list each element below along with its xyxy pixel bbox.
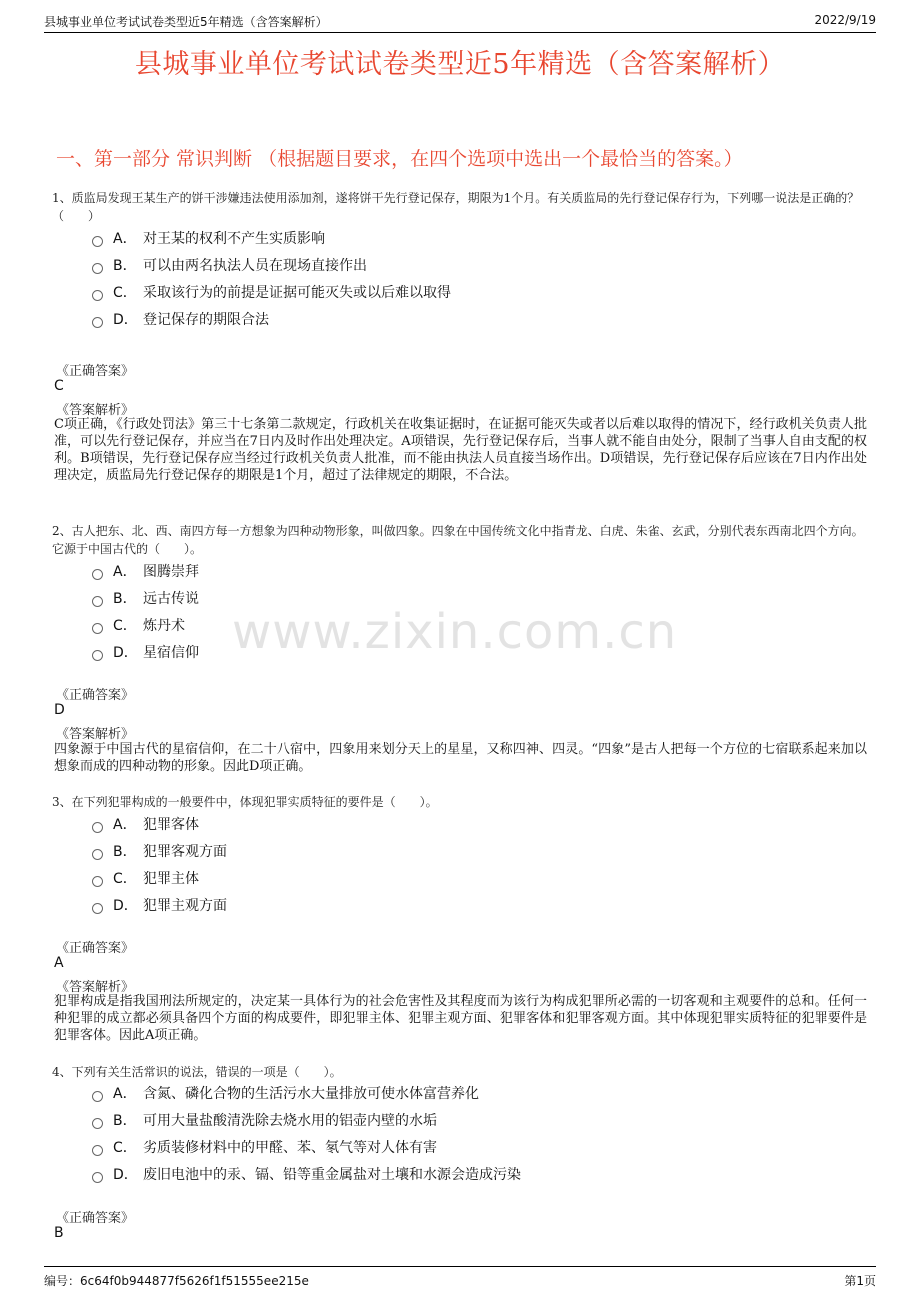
option-2c[interactable]: C． 炼丹术 — [92, 616, 185, 636]
option-4c[interactable]: C． 劣质装修材料中的甲醛、苯、氡气等对人体有害 — [92, 1138, 437, 1158]
option-3c[interactable]: C． 犯罪主体 — [92, 869, 199, 889]
option-4b[interactable]: B． 可用大量盐酸清洗除去烧水用的铝壶内壁的水垢 — [92, 1111, 437, 1131]
radio-icon[interactable] — [92, 290, 103, 301]
explanation-3: 犯罪构成是指我国刑法所规定的，决定某一具体行为的社会危害性及其程度而为该行为构成犯罪所必需的一切客观和主观要件的总和。任何一种犯罪的成立都必须具备四个方面的构成要件，即犯罪主体、犯罪主观方面、犯罪客体和犯罪客观方面。其中体现犯罪实质特征的犯罪要件是犯罪客体。因此A项正确。 — [54, 994, 867, 1043]
header-date: 2022/9/19 — [814, 13, 876, 27]
header-doc-title: 县城事业单位考试试卷类型近5年精选（含答案解析） — [44, 15, 328, 29]
answer-label: 《正确答案》 — [56, 364, 135, 379]
question-stem-4: 4、下列有关生活常识的说法，错误的一项是（ ）。 — [52, 1065, 342, 1079]
answer-4: B — [54, 1225, 64, 1241]
option-4a[interactable]: A． 含氮、磷化合物的生活污水大量排放可使水体富营养化 — [92, 1084, 479, 1104]
answer-label: 《正确答案》 — [56, 1211, 135, 1226]
option-3b[interactable]: B． 犯罪客观方面 — [92, 842, 227, 862]
footer-page-number: 第1页 — [844, 1274, 876, 1288]
radio-icon[interactable] — [92, 596, 103, 607]
radio-icon[interactable] — [92, 903, 103, 914]
radio-icon[interactable] — [92, 849, 103, 860]
question-stem-3: 3、在下列犯罪构成的一般要件中，体现犯罪实质特征的要件是（ ）。 — [52, 795, 438, 809]
radio-icon[interactable] — [92, 876, 103, 887]
option-1a[interactable]: A． 对王某的权利不产生实质影响 — [92, 229, 325, 249]
option-3a[interactable]: A． 犯罪客体 — [92, 815, 199, 835]
radio-icon[interactable] — [92, 650, 103, 661]
page-header — [44, 10, 876, 33]
radio-icon[interactable] — [92, 236, 103, 247]
radio-icon[interactable] — [92, 1118, 103, 1129]
radio-icon[interactable] — [92, 263, 103, 274]
question-stem-1: 1、质监局发现王某生产的饼干涉嫌违法使用添加剂，遂将饼干先行登记保存，期限为1个月。有关质监局的先行登记保存行为，下列哪一说法是正确的？（ ） — [52, 191, 860, 223]
radio-icon[interactable] — [92, 623, 103, 634]
explanation-label: 《答案解析》 — [56, 403, 135, 418]
option-1c[interactable]: C． 采取该行为的前提是证据可能灭失或以后难以取得 — [92, 283, 451, 303]
question-stem-2: 2、古人把东、北、西、南四方每一方想象为四种动物形象，叫做四象。四象在中国传统文化中指青龙、白虎、朱雀、玄武，分别代表东西南北四个方向。它源于中国古代的（ ）。 — [52, 524, 864, 556]
watermark: www.zixin.com.cn — [232, 604, 678, 660]
option-2d[interactable]: D． 星宿信仰 — [92, 643, 199, 663]
explanation-2: 四象源于中国古代的星宿信仰，在二十八宿中，四象用来划分天上的星星，又称四神、四灵。“四象”是古人把每一个方位的七宿联系起来加以想象而成的四种动物的形象。因此D项正确。 — [54, 742, 867, 774]
radio-icon[interactable] — [92, 1091, 103, 1102]
option-4d[interactable]: D． 废旧电池中的汞、镉、铅等重金属盐对土壤和水源会造成污染 — [92, 1165, 521, 1185]
page-footer — [44, 1266, 876, 1289]
option-1d[interactable]: D． 登记保存的期限合法 — [92, 310, 269, 330]
option-2a[interactable]: A． 图腾崇拜 — [92, 562, 199, 582]
option-1b[interactable]: B． 可以由两名执法人员在现场直接作出 — [92, 256, 367, 276]
answer-2: D — [54, 702, 65, 718]
explanation-1: C项正确，《行政处罚法》第三十七条第二款规定，行政机关在收集证据时，在证据可能灭失或者以后难以取得的情况下，经行政机关负责人批准，可以先行登记保存，并应当在7日内及时作出处理决定。A项错误，先行登记保存后，当事人就不能自由处分，限制了当事人自由支配的权利。B项错误，先行登记保存应当经过行政机关负责人批准，而不能由执法人员直接当场作出。D项错误，先行登记保存后应该在7日内作出处理决定，质监局先行登记保存的期限是1个月，超过了法律规定的期限，不合法。 — [54, 417, 867, 483]
answer-3: A — [54, 955, 64, 971]
answer-label: 《正确答案》 — [56, 941, 135, 956]
footer-code: 编号：6c64f0b944877f5626f1f51555ee215e — [44, 1274, 309, 1288]
radio-icon[interactable] — [92, 822, 103, 833]
section-heading: 一、第一部分 常识判断 （根据题目要求，在四个选项中选出一个最恰当的答案。） — [56, 148, 743, 170]
radio-icon[interactable] — [92, 569, 103, 580]
explanation-label: 《答案解析》 — [56, 727, 135, 742]
answer-label: 《正确答案》 — [56, 688, 135, 703]
option-3d[interactable]: D． 犯罪主观方面 — [92, 896, 227, 916]
option-2b[interactable]: B． 远古传说 — [92, 589, 199, 609]
radio-icon[interactable] — [92, 1145, 103, 1156]
radio-icon[interactable] — [92, 317, 103, 328]
explanation-label: 《答案解析》 — [56, 980, 135, 995]
radio-icon[interactable] — [92, 1172, 103, 1183]
answer-1: C — [54, 378, 64, 394]
document-title: 县城事业单位考试试卷类型近5年精选（含答案解析） — [134, 49, 786, 80]
